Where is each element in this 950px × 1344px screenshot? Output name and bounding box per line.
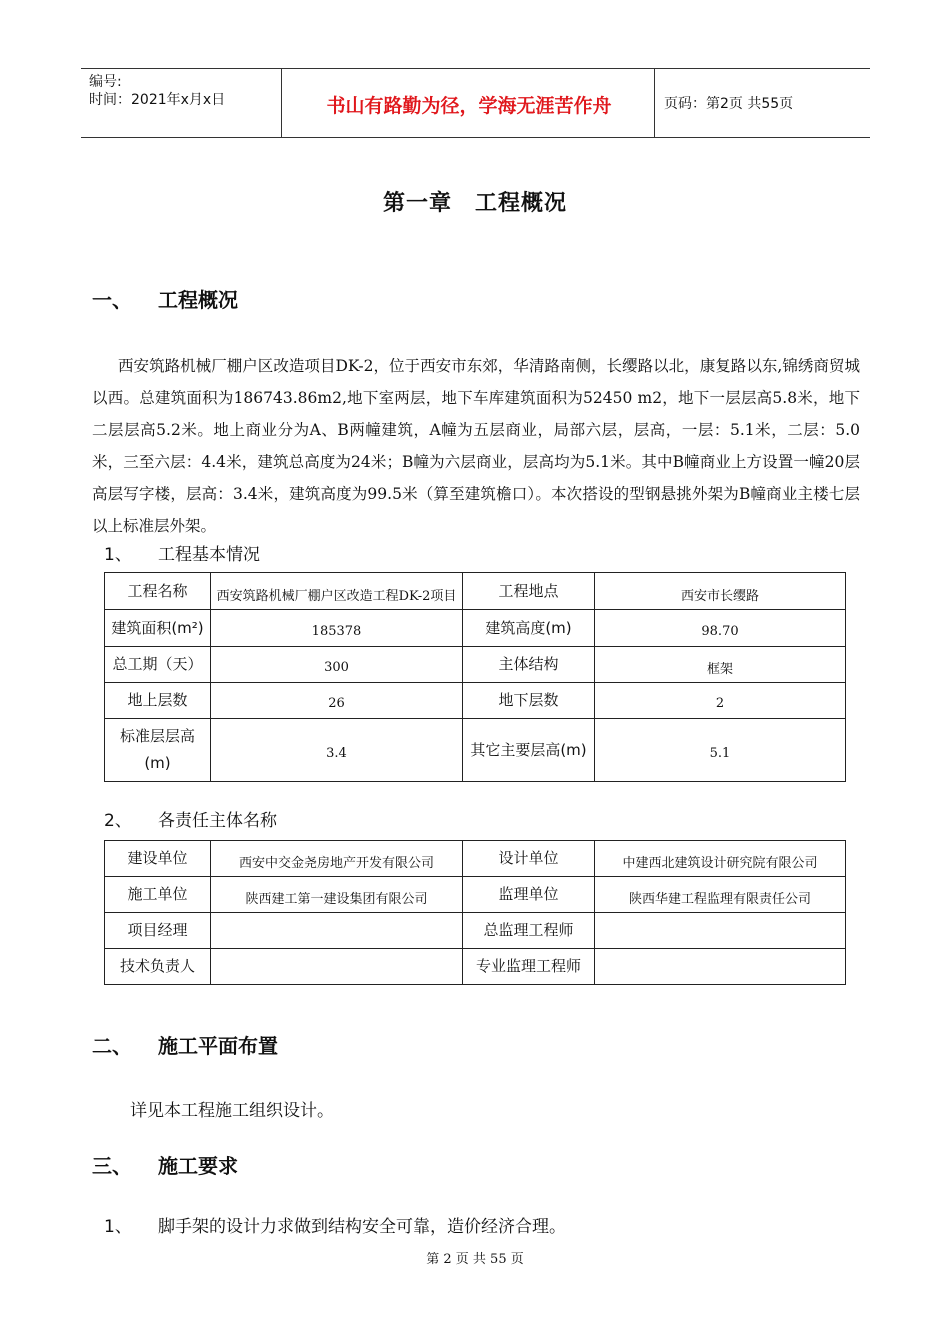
- section-title: 施工要求: [158, 1154, 238, 1178]
- page-footer: 第 2 页 共 55 页: [426, 1252, 524, 1267]
- section-text: 详见本工程施工组织设计。: [130, 1101, 334, 1121]
- table-row: 工程名称 西安筑路机械厂棚户区改造工程DK-2项目 工程地点 西安市长缨路: [105, 573, 846, 610]
- header-motto: 书山有路勤为径，学海无涯苦作舟: [326, 95, 612, 117]
- section-title: 工程概况: [158, 288, 238, 312]
- table-row: 总工期（天） 300 主体结构 框架: [105, 647, 846, 683]
- table-row: 施工单位 陕西建工第一建设集团有限公司 监理单位 陕西华建工程监理有限责任公司: [105, 877, 846, 913]
- project-description: 西安筑路机械厂棚户区改造项目DK-2，位于西安市东郊，华清路南侧，长缨路以北，康复路以东,锦绣商贸城以西。总建筑面积为186743.86m2,地下室两层，地下车库建筑面积为52450 m2，地下一层层高5.8米，地下二层层高5.2米。地上商业分为A、B两幢建筑，A幢为五层商业，局部六层，层高，一层：5.1米，二层：5.0米，三至六层：4.4米，建筑总高度为24米；B幢为六层商业，层高均为5.1米。其中B幢商业上方设置一幢20层高层写字楼，层高：3.4米，建筑高度为99.5米（算至建筑檐口）。本次搭设的型钢悬挑外架为B幢商业主楼七层以上标准层外架。: [92, 357, 860, 535]
- code-label: 编号:: [89, 74, 122, 90]
- section-heading: [92, 284, 238, 313]
- subsection-heading: 2、 各责任主体名称: [104, 811, 277, 831]
- header-divider: [281, 69, 282, 137]
- section-heading: [92, 1030, 278, 1059]
- table-row: 标准层层高(m) 3.4 其它主要层高(m) 5.1: [105, 719, 846, 782]
- section-number: 三、: [92, 1154, 132, 1178]
- subsection-heading: 1、 工程基本情况: [104, 545, 260, 565]
- parties-table: [104, 840, 846, 985]
- section-number: 二、: [92, 1034, 132, 1058]
- header-meta: [89, 73, 225, 109]
- table-row: 建设单位 西安中交金尧房地产开发有限公司 设计单位 中建西北建筑设计研究院有限公司: [105, 841, 846, 877]
- table-row: 地上层数 26 地下层数 2: [105, 683, 846, 719]
- basic-info-table: [104, 572, 846, 782]
- chapter-title: 第一章 工程概况: [382, 191, 567, 216]
- table-row: 技术负责人 专业监理工程师: [105, 949, 846, 985]
- page-header: [81, 68, 870, 138]
- header-divider: [654, 69, 655, 137]
- date-label: 时间：2021年x月x日: [89, 92, 226, 108]
- list-item: 1、 脚手架的设计力求做到结构安全可靠，造价经济合理。: [104, 1217, 566, 1237]
- header-page-info: 页码：第2页 共55页: [664, 96, 794, 112]
- section-number: 一、: [92, 288, 132, 312]
- section-title: 施工平面布置: [158, 1034, 278, 1058]
- table-row: 项目经理 总监理工程师: [105, 913, 846, 949]
- section-heading: [92, 1150, 238, 1179]
- table-row: 建筑面积(m²) 185378 建筑高度(m) 98.70: [105, 610, 846, 647]
